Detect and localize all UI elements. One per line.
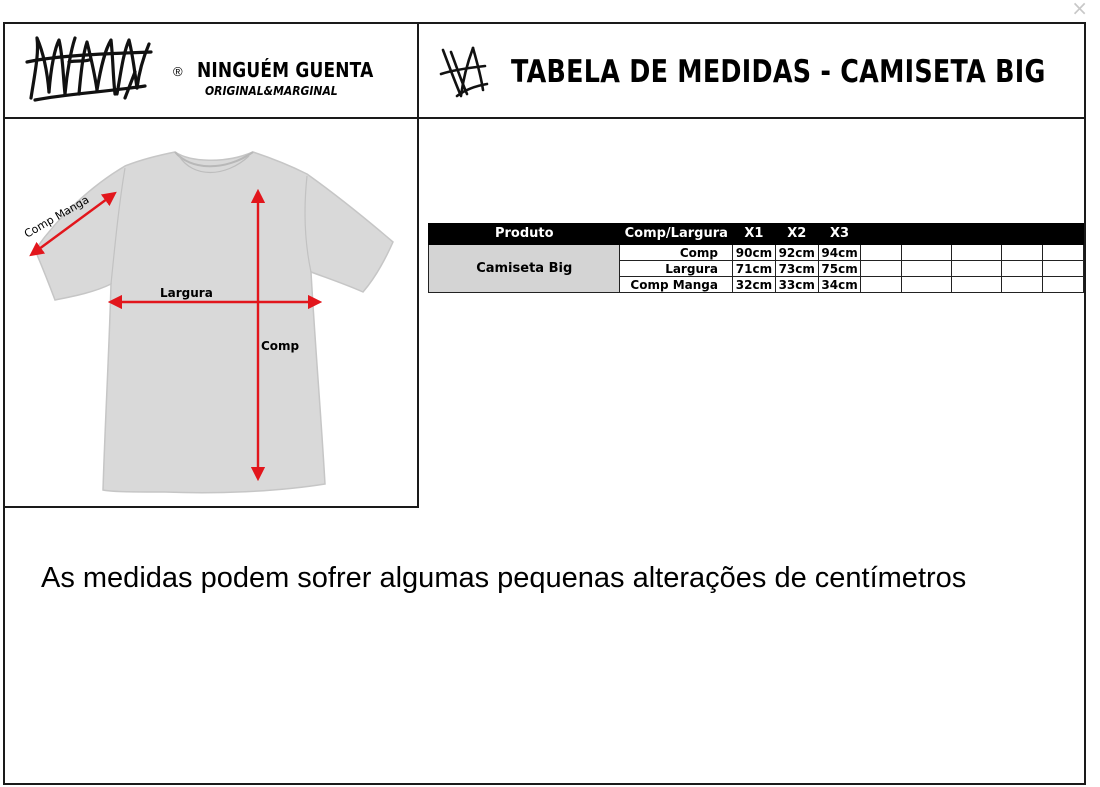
header-x2: X2 xyxy=(775,224,818,245)
value-cell: 32cm xyxy=(733,277,776,293)
brand-name: NINGUÉM GUENTA xyxy=(197,58,374,82)
brand-header xyxy=(25,32,405,112)
header-empty xyxy=(1002,224,1043,245)
brand-tagline: ORIGINAL&MARGINAL xyxy=(205,84,338,98)
header-product: Produto xyxy=(429,224,620,245)
metric-cell: Comp xyxy=(620,245,733,261)
value-cell: 94cm xyxy=(818,245,861,261)
tag-logo-icon xyxy=(437,40,489,100)
product-cell: Camiseta Big xyxy=(429,245,620,293)
divider-vertical xyxy=(417,24,419,506)
header-empty xyxy=(1043,224,1084,245)
page-title: TABELA DE MEDIDAS - CAMISETA BIG xyxy=(511,54,1046,90)
metric-cell: Largura xyxy=(620,261,733,277)
size-table xyxy=(428,223,1084,293)
value-cell: 71cm xyxy=(733,261,776,277)
value-cell: 34cm xyxy=(818,277,861,293)
table-header-row xyxy=(429,224,1084,245)
header-metric: Comp/Largura xyxy=(620,224,733,245)
metric-cell: Comp Manga xyxy=(620,277,733,293)
size-chart-frame xyxy=(3,22,1086,785)
value-cell: 75cm xyxy=(818,261,861,277)
value-cell: 73cm xyxy=(775,261,818,277)
value-cell: 92cm xyxy=(775,245,818,261)
header-x3: X3 xyxy=(818,224,861,245)
value-cell: 90cm xyxy=(733,245,776,261)
header-empty xyxy=(902,224,952,245)
measurement-note: As medidas podem sofrer algumas pequenas alterações de centímetros xyxy=(41,562,967,594)
graffiti-logo-icon xyxy=(25,32,155,104)
table-row xyxy=(429,245,1084,261)
label-width: Largura xyxy=(160,286,213,300)
tshirt-diagram xyxy=(15,144,410,494)
header-empty xyxy=(861,224,902,245)
label-length: Comp xyxy=(261,339,300,353)
divider-header xyxy=(5,117,1084,119)
close-icon[interactable]: × xyxy=(1071,0,1088,20)
header-empty xyxy=(952,224,1002,245)
registered-mark: ® xyxy=(173,64,183,79)
header-x1: X1 xyxy=(733,224,776,245)
label-sleeve: Comp Manga xyxy=(22,193,92,241)
divider-diagram xyxy=(5,506,419,508)
value-cell: 33cm xyxy=(775,277,818,293)
